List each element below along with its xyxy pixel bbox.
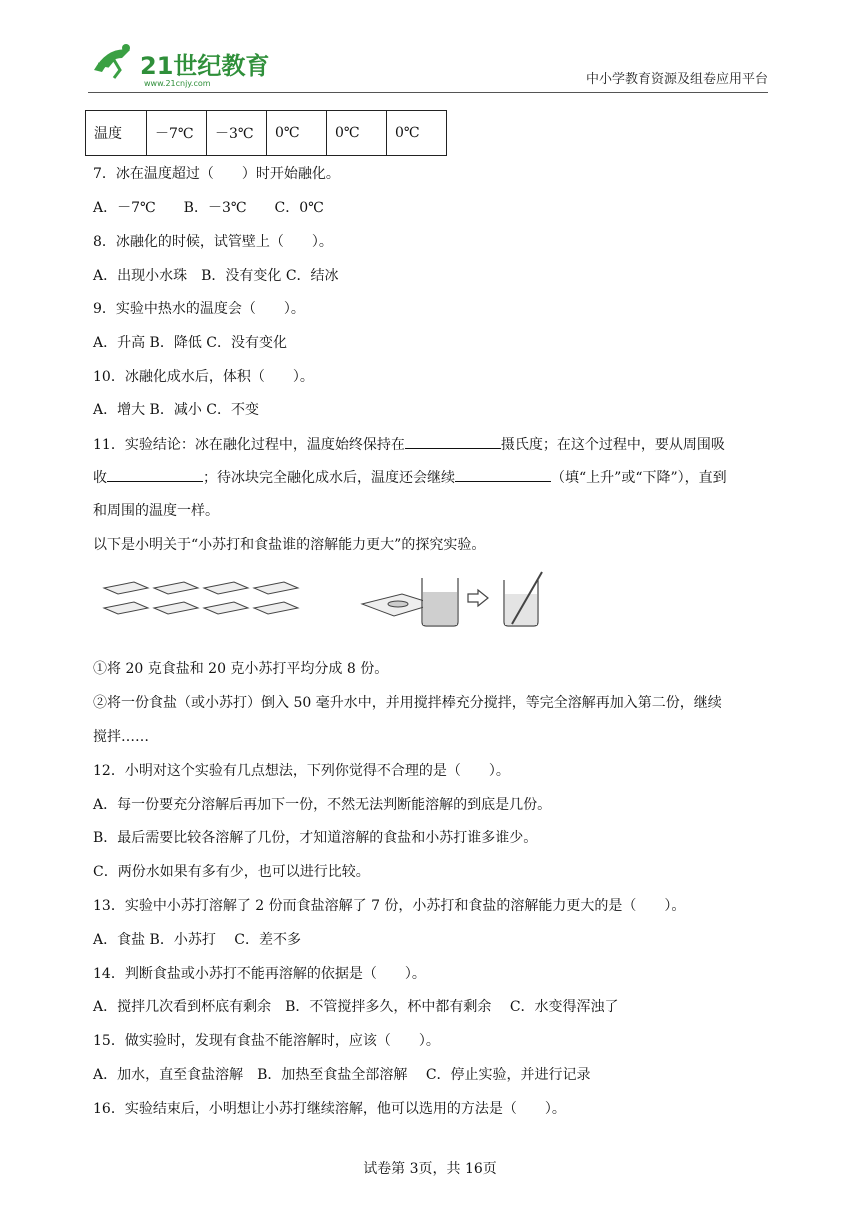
- page-header: [88, 40, 768, 90]
- question-10: 10．冰融化成水后，体积（ ）。: [93, 369, 314, 385]
- question-8: 8．冰融化的时候，试管壁上（ ）。: [93, 234, 333, 250]
- experiment-intro: 以下是小明关于“小苏打和食盐谁的溶解能力更大”的探究实验。: [93, 537, 486, 553]
- q11-text: 收: [93, 470, 107, 486]
- step-2-continued: 搅拌……: [93, 729, 149, 745]
- table-row: [86, 111, 447, 156]
- question-13: 13．实验中小苏打溶解了 2 份而食盐溶解了 7 份，小苏打和食盐的溶解能力更大的是（ ）。: [93, 898, 686, 914]
- table-cell: 0℃: [387, 111, 447, 156]
- header-divider: [88, 92, 768, 93]
- logo-text: 21世纪教育: [140, 52, 270, 80]
- logo-subtext: www.21cnjy.com: [144, 79, 211, 88]
- question-11-line3: 和周围的温度一样。: [93, 503, 219, 519]
- table-cell: －7℃: [147, 111, 207, 156]
- arrow-right-icon: [468, 590, 488, 606]
- platform-name: 中小学教育资源及组卷应用平台: [585, 72, 768, 87]
- options-8: A．出现小水珠 B．没有变化 C．结冰: [93, 268, 339, 284]
- salt-portions-icon: [104, 582, 298, 614]
- q11-text: 摄氏度；在这个过程中，要从周围吸: [500, 437, 725, 453]
- answer-blank: [107, 467, 203, 482]
- answer-blank: [405, 434, 501, 449]
- beaker-icon: [422, 578, 458, 626]
- question-11-line1: [93, 434, 725, 455]
- q11-text: 11．实验结论：冰在融化过程中，温度始终保持在: [93, 437, 405, 453]
- options-7: A．－7℃ B．－3℃ C．0℃: [93, 200, 324, 216]
- options-10: A．增大 B．减小 C．不变: [93, 402, 260, 418]
- option-12-c: C．两份水如果有多有少，也可以进行比较。: [93, 864, 370, 880]
- options-13: A．食盐 B．小苏打 C．差不多: [93, 932, 302, 948]
- question-16: 16．实验结束后，小明想让小苏打继续溶解，他可以选用的方法是（ ）。: [93, 1101, 566, 1117]
- table-cell: 0℃: [327, 111, 387, 156]
- table-header-cell: 温度: [86, 111, 147, 156]
- question-12: 12．小明对这个实验有几点想法，下列你觉得不合理的是（ ）。: [93, 763, 510, 779]
- option-12-b: B．最后需要比较各溶解了几份，才知道溶解的食盐和小苏打谁多谁少。: [93, 830, 538, 846]
- step-2: ②将一份食盐（或小苏打）倒入 50 毫升水中，并用搅拌棒充分搅拌，等完全溶解再加入第二份，继续: [93, 695, 722, 711]
- question-9: 9．实验中热水的温度会（ ）。: [93, 301, 305, 317]
- question-14: 14．判断食盐或小苏打不能再溶解的依据是（ ）。: [93, 966, 426, 982]
- options-15: A．加水，直至食盐溶解 B．加热至食盐全部溶解 C．停止实验，并进行记录: [93, 1067, 591, 1083]
- table-cell: 0℃: [267, 111, 327, 156]
- experiment-illustration: [100, 570, 560, 640]
- step-1: ①将 20 克食盐和 20 克小苏打平均分成 8 份。: [93, 661, 389, 677]
- question-11-line2: [93, 467, 727, 488]
- q11-text: （填“上升”或“下降”），直到: [551, 470, 727, 486]
- temperature-table: [85, 110, 447, 156]
- q11-text: ；待冰块完全融化成水后，温度还会继续: [203, 470, 455, 486]
- option-12-a: A．每一份要充分溶解后再加下一份，不然无法判断能溶解的到底是几份。: [93, 797, 552, 813]
- stirring-beaker-icon: [504, 572, 542, 626]
- answer-blank: [455, 467, 551, 482]
- question-7: 7．冰在温度超过（ ）时开始融化。: [93, 166, 340, 182]
- options-9: A．升高 B．降低 C．没有变化: [93, 335, 288, 351]
- question-15: 15．做实验时，发现有食盐不能溶解时，应该（ ）。: [93, 1033, 440, 1049]
- logo: [88, 40, 288, 90]
- table-cell: －3℃: [207, 111, 267, 156]
- page-footer: 试卷第 3页，共 16页: [363, 1161, 497, 1177]
- options-14: A．搅拌几次看到杯底有剩余 B．不管搅拌多久，杯中都有剩余 C．水变得浑浊了: [93, 999, 619, 1015]
